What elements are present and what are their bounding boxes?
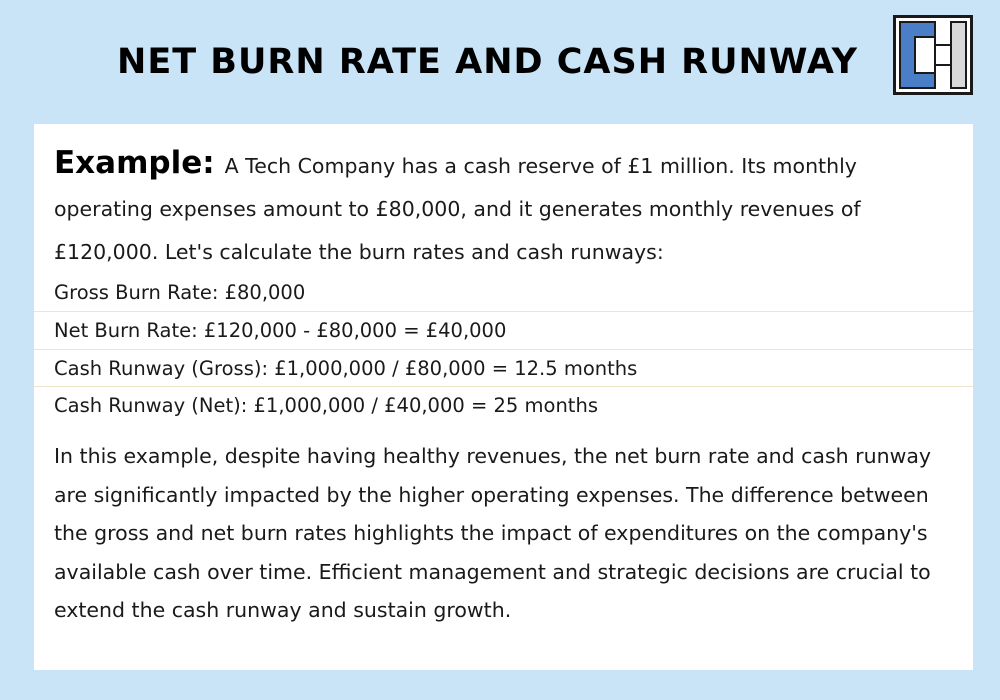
example-section [54, 142, 954, 274]
calculation-list [34, 274, 973, 425]
example-paragraph [54, 142, 954, 274]
example-text: A Tech Company has a cash reserve of £1 million. Its monthly operating expenses amount to £80,000, and it generates monthly revenues of £120,000. Let's calculate the burn rates and cash runways: [54, 154, 861, 264]
calc-gross-burn: Gross Burn Rate: £80,000 [34, 274, 973, 312]
content-card [34, 124, 973, 670]
page-title: NET BURN RATE AND CASH RUNWAY [117, 42, 858, 82]
bracket-logo-icon [893, 15, 973, 95]
calc-runway-gross: Cash Runway (Gross): £1,000,000 / £80,000 = 12.5 months [34, 350, 973, 388]
calc-net-burn: Net Burn Rate: £120,000 - £80,000 = £40,000 [34, 312, 973, 350]
calc-runway-net: Cash Runway (Net): £1,000,000 / £40,000 = 25 months [54, 394, 598, 417]
conclusion-paragraph: In this example, despite having healthy revenues, the net burn rate and cash runway are significantly impacted by the higher operating expenses. The difference between the gross and net burn rates highlights the impact of expenditures on the company's available cash over time. Efficient management and strategic decisions are crucial to extend the cash runway and sustain growth. [54, 444, 932, 622]
example-label: Example: [54, 145, 215, 181]
